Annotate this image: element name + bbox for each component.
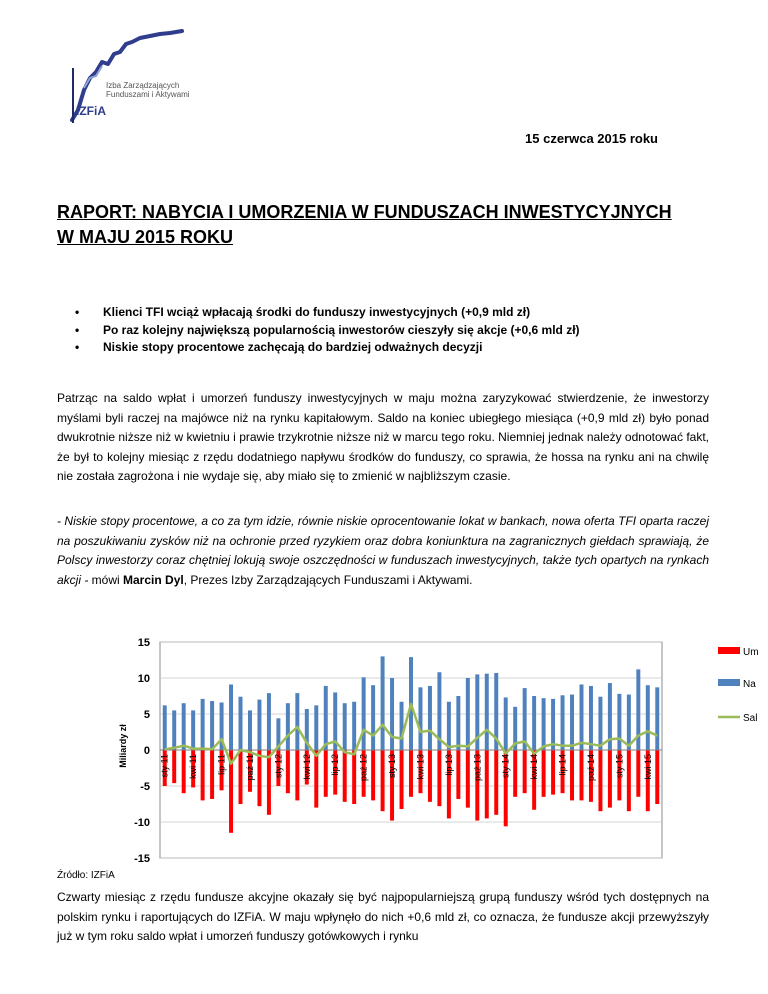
nabycia-bar xyxy=(532,696,536,750)
nabycia-bar xyxy=(201,699,205,750)
umorzenia-bar xyxy=(485,750,489,818)
umorzenia-bar xyxy=(551,750,555,795)
y-tick-label: -5 xyxy=(140,781,150,793)
umorzenia-bar xyxy=(352,750,356,804)
nabycia-bar xyxy=(324,686,328,750)
umorzenia-bar xyxy=(542,750,546,797)
nabycia-bar xyxy=(485,674,489,750)
nabycia-bar xyxy=(257,700,261,750)
x-tick-label: kwi 13 xyxy=(415,754,426,780)
x-tick-label: kwi 15 xyxy=(642,754,653,780)
umorzenia-bar xyxy=(257,750,261,806)
umorzenia-bar xyxy=(409,750,413,797)
title-line-2: W MAJU 2015 ROKU xyxy=(57,227,234,247)
nabycia-bar xyxy=(418,687,422,750)
y-tick-label: -10 xyxy=(134,817,150,829)
umorzenia-bar xyxy=(627,750,631,811)
nabycia-bar xyxy=(163,705,167,750)
umorzenia-bar xyxy=(172,750,176,783)
umorzenia-bar xyxy=(428,750,432,802)
legend-label: Na xyxy=(743,679,756,690)
umorzenia-bar xyxy=(295,750,299,800)
nabycia-bar xyxy=(381,656,385,750)
umorzenia-bar xyxy=(201,750,205,800)
highlight-item: • Klienci TFI wciąż wpłacają środki do funduszy inwestycyjnych (+0,9 mld zł) xyxy=(57,304,717,322)
equity-paragraph: Czwarty miesiąc z rzędu fundusze akcyjne okazały się być najpopularniejszą grupą funduszy wśród tych dostępnych na polskim rynku i raportujących do IZFiA. W maju wpłynęło do nich +0,6 mld zł, co oznacza, że fundusze akcji przewyższyły już w tym roku saldo wpłat i umorzeń funduszy gotówkowych i rynku xyxy=(57,890,709,943)
umorzenia-bar xyxy=(580,750,584,800)
report-title xyxy=(57,200,697,250)
nabycia-bar xyxy=(210,701,214,750)
umorzenia-bar xyxy=(494,750,498,815)
nabycia-bar xyxy=(352,702,356,750)
x-tick-label: sty 14 xyxy=(500,754,511,779)
y-tick-label: 0 xyxy=(143,745,150,757)
nabycia-bar xyxy=(267,693,271,750)
chart-source: Źródło: IZFiA xyxy=(57,870,115,881)
x-tick-label: lip 11 xyxy=(216,754,227,775)
logo-line2: Funduszami i Aktywami xyxy=(106,90,190,99)
nabycia-bar xyxy=(580,684,584,750)
x-tick-label: paź 11 xyxy=(245,754,255,781)
umorzenia-bar xyxy=(655,750,659,804)
nabycia-bar xyxy=(371,685,375,750)
nabycia-bar xyxy=(617,694,621,750)
highlight-item: • Niskie stopy procentowe zachęcają do bardziej odważnych decyzji xyxy=(57,339,717,357)
nabycia-bar xyxy=(295,693,299,750)
umorzenia-bar xyxy=(437,750,441,806)
nabycia-bar xyxy=(229,684,233,750)
y-tick-label: -15 xyxy=(134,853,150,865)
umorzenia-bar xyxy=(371,750,375,800)
x-tick-label: kwi 14 xyxy=(529,754,540,780)
quote-says: mówi xyxy=(88,572,124,587)
umorzenia-bar xyxy=(400,750,404,809)
highlight-item: • Po raz kolejny największą popularnością inwestorów cieszyły się akcje (+0,6 mld zł) xyxy=(57,322,717,340)
nabycia-bar xyxy=(646,685,650,750)
nabycia-bar xyxy=(248,710,252,750)
intro-paragraph: Patrząc na saldo wpłat i umorzeń funduszy inwestycyjnych w maju można zaryzykować stwierdzenie, że inwestorzy myślami byli raczej na majówce niż na rynku kapitałowym. Saldo na koniec ubiegłego miesiąca (+0,9 mld zł) było ponad dwukrotnie niższe niż w kwietniu i prawie trzykrotnie niższe niż w marcu tego roku. Niemniej jednak należy odnotować fakt, że był to kolejny miesiąc z rzędu dodatniego napływu środków do funduszy, co sprawia, że hossa na rynku ani na chwilę nie została zagrożona i nie wydaje się, aby miało się to zmienić w najbliższym czasie. xyxy=(57,391,709,483)
nabycia-bar xyxy=(182,703,186,750)
y-tick-label: 5 xyxy=(143,709,150,721)
nabycia-bar xyxy=(400,702,404,750)
legend-label: Um xyxy=(743,647,759,658)
nabycia-bar xyxy=(239,697,243,750)
nabycia-bar xyxy=(314,705,318,750)
x-tick-label: lip 12 xyxy=(330,754,341,776)
izfia-logo xyxy=(70,28,230,123)
umorzenia-bar xyxy=(608,750,612,808)
logo-line1: Izba Zarządzających xyxy=(106,81,180,90)
umorzenia-bar xyxy=(239,750,243,804)
y-tick-label: 15 xyxy=(137,637,150,649)
nabycia-bar xyxy=(286,703,290,750)
umorzenia-bar xyxy=(286,750,290,793)
quote-text: - Niskie stopy procentowe, a co za tym idzie, równie niskie oprocentowanie lokat w bankach, nowa oferta TFI oparta raczej na poszukiwaniu zysków niż na ochronie przed ryzykiem oraz dobra koniunktura na zagranicznych giełdach sprawiają, że Polscy inwestorzy coraz chętniej lokują swoje oszczędności w funduszach inwestycyjnych, także tych opartych na rynkach akcji - xyxy=(57,514,709,587)
x-tick-label: paź 12 xyxy=(358,754,369,782)
nabycia-bar xyxy=(551,699,555,750)
nabycia-bar xyxy=(456,696,460,750)
x-tick-label: paź 14 xyxy=(586,754,596,782)
legend-swatch xyxy=(718,679,740,686)
title-line-1: RAPORT: NABYCIA I UMORZENIA W FUNDUSZACH INWESTYCYJNYCH xyxy=(57,202,672,222)
logo-frame xyxy=(72,68,74,123)
nabycia-bar xyxy=(390,678,394,750)
nabycia-bar xyxy=(655,687,659,750)
nabycia-bar xyxy=(447,702,451,750)
x-tick-label: sty 13 xyxy=(387,754,398,779)
nabycia-bar xyxy=(191,710,195,750)
umorzenia-bar xyxy=(182,750,186,793)
nabycia-bar xyxy=(466,678,470,750)
umorzenia-bar xyxy=(513,750,517,797)
umorzenia-bar xyxy=(324,750,328,797)
nabycia-bar xyxy=(598,697,602,750)
umorzenia-bar xyxy=(523,750,527,793)
umorzenia-bar xyxy=(570,750,574,800)
logo-abbr: IZFiA xyxy=(76,104,106,118)
legend-swatch xyxy=(718,647,740,654)
nabycia-bar xyxy=(561,695,565,750)
umorzenia-bar xyxy=(343,750,347,802)
quote-speaker-name: Marcin Dyl xyxy=(123,572,184,587)
nabycia-bar xyxy=(504,697,508,750)
umorzenia-bar xyxy=(636,750,640,797)
x-tick-label: sty 11 xyxy=(159,754,170,778)
flows-chart xyxy=(0,630,768,870)
logo-graphic xyxy=(70,28,230,123)
x-tick-label: lip 14 xyxy=(557,754,568,776)
nabycia-bar xyxy=(362,677,366,750)
nabycia-bar xyxy=(589,686,593,750)
nabycia-bar xyxy=(343,703,347,750)
highlights-list xyxy=(57,304,717,357)
nabycia-bar xyxy=(570,695,574,750)
x-tick-label: lip 13 xyxy=(443,754,454,776)
umorzenia-bar xyxy=(381,750,385,811)
nabycia-bar xyxy=(542,698,546,750)
nabycia-bar xyxy=(428,686,432,750)
umorzenia-bar xyxy=(267,750,271,815)
quote-speaker-role: , Prezes Izby Zarządzających Funduszami i Aktywami. xyxy=(183,572,473,587)
x-tick-label: sty 12 xyxy=(273,754,284,779)
umorzenia-bar xyxy=(456,750,460,799)
x-tick-label: kwi 11 xyxy=(188,754,199,779)
legend-label: Sal xyxy=(743,713,758,724)
report-date: 15 czerwca 2015 roku xyxy=(525,131,658,146)
logo-accent-line xyxy=(84,66,102,88)
quote-paragraph xyxy=(57,512,709,590)
nabycia-bar xyxy=(172,710,176,750)
x-tick-label: sty 15 xyxy=(614,754,625,779)
umorzenia-bar xyxy=(210,750,214,799)
nabycia-bar xyxy=(627,695,631,750)
umorzenia-bar xyxy=(314,750,318,808)
y-tick-label: 10 xyxy=(137,673,150,685)
x-tick-label: paź 13 xyxy=(472,754,483,782)
x-tick-label: kwi 12 xyxy=(301,754,312,780)
y-axis-label: Miliardy zł xyxy=(118,724,128,768)
umorzenia-bar xyxy=(598,750,602,811)
flows-chart-svg xyxy=(0,630,768,870)
umorzenia-bar xyxy=(466,750,470,808)
